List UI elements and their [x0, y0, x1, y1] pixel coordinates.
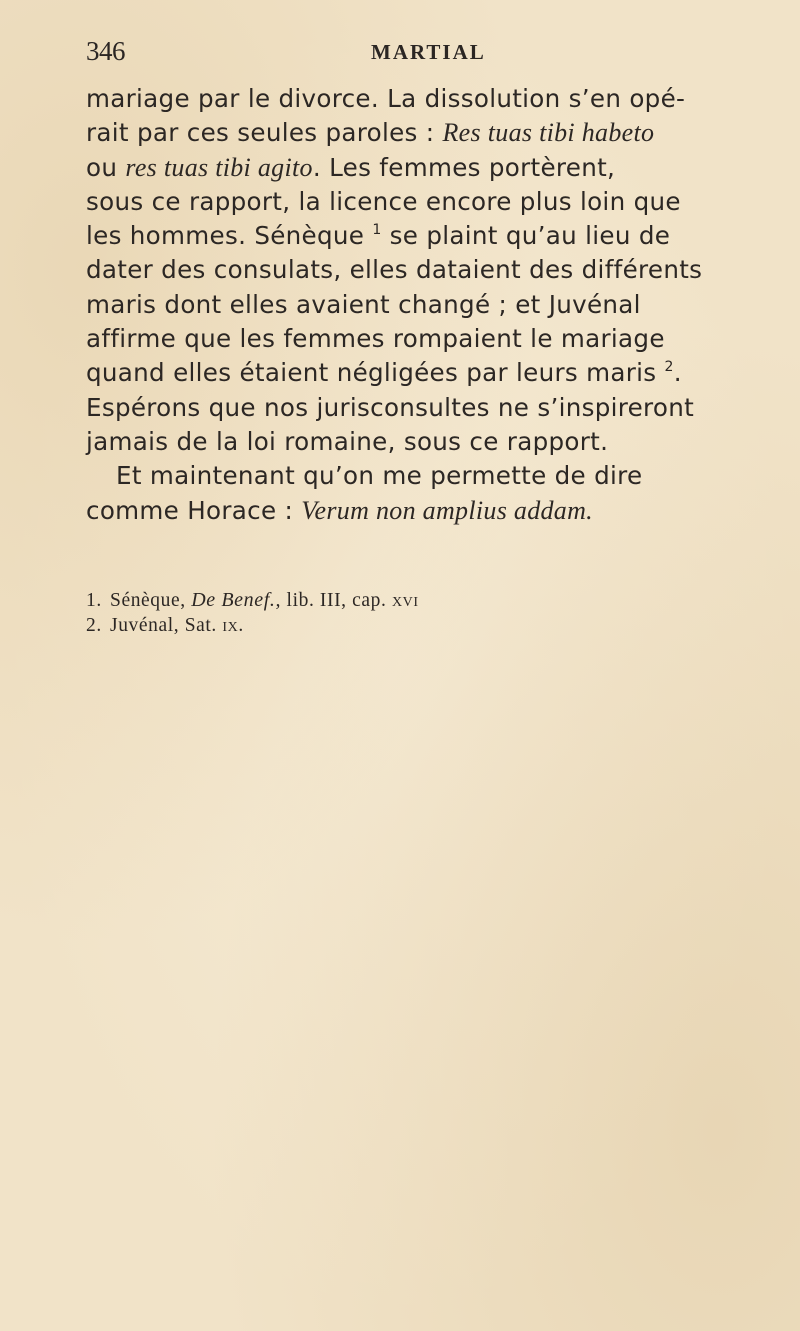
text-run: maris dont elles avaient changé ; et Juvénal	[86, 289, 641, 319]
text-line	[86, 322, 776, 356]
text-line	[86, 82, 776, 116]
footnote-text: lib. III, cap.	[281, 590, 392, 611]
text-run: se plaint qu’au lieu de	[381, 221, 671, 251]
text-run: sous ce rapport, la licence encore plus loin que	[86, 186, 681, 216]
text-run: quand elles étaient négligées par leurs maris	[86, 358, 665, 388]
text-line	[86, 116, 776, 150]
text-line	[86, 356, 776, 390]
text-line	[86, 425, 776, 459]
latin-quote: Verum non amplius addam.	[301, 495, 593, 525]
page-number: 346	[86, 36, 125, 66]
text-line	[86, 151, 776, 185]
text-line	[86, 253, 776, 287]
text-run: . Les femmes portèrent,	[312, 152, 616, 182]
text-run: rait par ces seules paroles :	[86, 118, 443, 148]
text-run: ou	[86, 152, 126, 182]
text-line	[86, 219, 776, 253]
footnote-title: De Benef.,	[191, 589, 282, 611]
footnote-number: 2.	[86, 615, 102, 636]
text-run: jamais de la loi romaine, sous ce rapport.	[86, 426, 609, 456]
footnote-text: Sénèque,	[110, 590, 192, 611]
footnote-number: 1.	[86, 590, 102, 611]
text-run: Espérons que nos jurisconsultes ne s’inspireront	[86, 392, 695, 422]
text-run: affirme que les femmes rompaient le mariage	[86, 324, 665, 354]
text-run: les hommes. Sénèque	[86, 221, 373, 251]
latin-quote: Res tuas tibi habeto	[442, 118, 655, 148]
text-line	[86, 494, 776, 528]
footnote	[86, 588, 726, 613]
text-run: dater des consulats, elles dataient des différents	[86, 255, 703, 285]
footnote-text: xvi	[391, 590, 419, 611]
text-line	[86, 391, 776, 425]
text-line	[86, 185, 776, 219]
footnotes	[86, 588, 726, 638]
text-run: .	[673, 358, 682, 388]
text-line	[86, 288, 776, 322]
latin-quote: res tuas tibi agito	[125, 152, 313, 182]
text-line	[86, 459, 776, 493]
footnote-text: ix.	[222, 615, 244, 636]
footnote-ref: 1	[372, 222, 382, 239]
footnote-ref: 2	[664, 359, 674, 376]
footnote-text: Juvénal, Sat.	[110, 615, 223, 636]
page-header	[86, 36, 726, 72]
footnote	[86, 613, 726, 638]
text-run: comme Horace :	[86, 495, 302, 525]
text-run: Et maintenant qu’on me permette de dire	[116, 461, 643, 491]
body-paragraph	[86, 82, 776, 528]
running-title: MARTIAL	[371, 40, 486, 64]
text-run: mariage par le divorce. La dissolution s’en opé-	[86, 84, 686, 113]
